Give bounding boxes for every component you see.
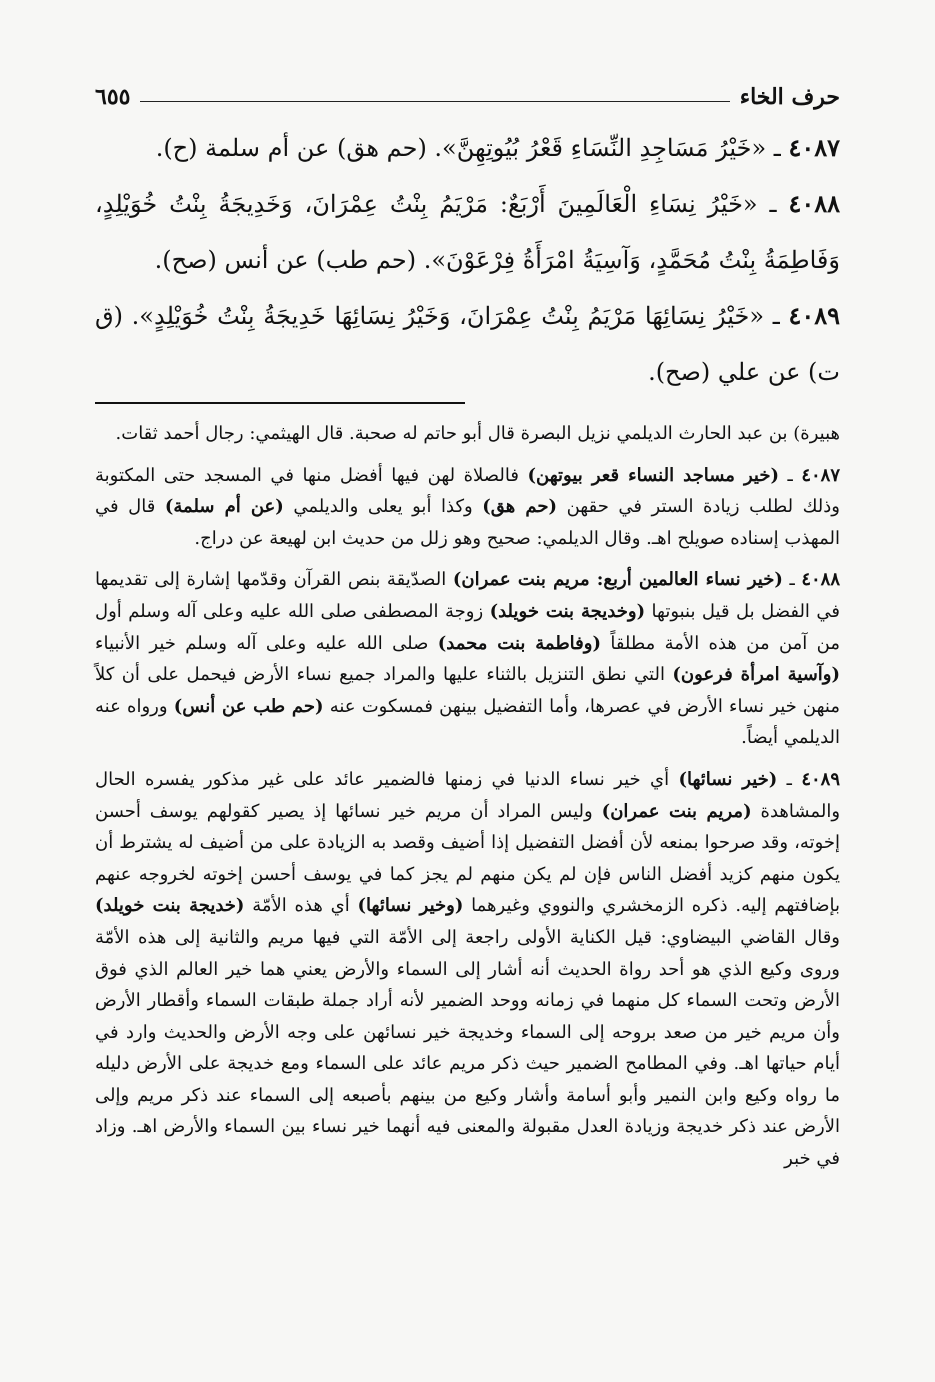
quoted-phrase: (مريم بنت عمران) [601,800,752,822]
hadith-4087: ٤٠٨٧ ـ «خَيْرُ مَسَاجِدِ النِّسَاءِ قَعْرُ بُيُوتِهِنَّ». (حم هق) عن أم سلمة (ح). [155,133,840,162]
note-4087: ٤٠٨٧ ـ (خير مساجد النساء قعر بيوتهن) فالصلاة لهن فيها أفضل منها في المسجد حتى المكتوبة وذلك لطلب زيادة الستر في حقهن (حم هق) وكذا أبو يعلى والديلمي (عن أم سلمة) قال في المهذب إسناده صويلح اهـ. وقال الديلمي: صحيح وهو زلل من حديث ابن لهيعة عن دراج. [95,464,840,549]
note-text: التي نطق التنزيل بالثناء عليها والمراد جميع نساء الأرض فيحمل على أن كلاً منهن خير نساء الأرض في عصرها، وأما التفضيل بينهن فمسكوت عنه [95,664,841,717]
note-number: ٤٠٨٨ [801,569,840,591]
quoted-phrase: (خير نساء العالمين أربع: مريم بنت عمران) [452,569,783,591]
quoted-phrase: (خير مساجد النساء قعر بيوتهن) [527,464,779,486]
note-4089: ٤٠٨٩ ـ (خير نسائها) أي خير نساء الدنيا في زمنها فالضمير عائد على غير مذكور يفسره الحال والمشاهدة (مريم بنت عمران) وليس المراد أن مريم خير نسائها إذ يصير كقولهم يوسف أحسن إخوته، وقد صرحوا بمنعه لأن أفضل التفضيل إذا أضيف وقصد به الزيادة على من أضيف له يشترط أن يكون منهم كزيد أفضل الناس فإن لم يكن منهم لم يجز كما في يوسف أحسن إخوته لخروجه عنهم بإضافتهم إليه. ذكره الزمخشري والنووي وغيرهما (وخير نسائها) أي هذه الأمّة (خديجة بنت خويلد) وقال القاضي البيضاوي: قيل الكناية الأولى راجعة إلى الأمّة التي فيها مريم والثانية إلى هذه الأمّة وروى وكيع الذي هو أحد رواة الحديث أنه أشار إلى السماء والأرض يعني هما خير العالم الذي فوق الأرض وتحت السماء كل منهما في زمانه ووحد الضمير لأنه أراد جملة طبقات السماء وأقطار الأرض وأن مريم خير من صعد بروحه إلى السماء وخديجة خير نسائهن على وجه الأرض والحديث وارد في أيام حياتها اهـ. وفي المطامح الضمير حيث ذكر مريم عائد على السماء ومع خديجة على الأرض دليله ما رواه وكيع وابن النمير وأبو أسامة وأشار وكيع من بينهم بأصبعه إلى السماء عند ذكر مريم وإلى الأرض عند ذكر خديجة وزيادة العدل مقبولة والمعنى فيه أنهما خير نساء بين السماء والأرض اهـ. وزاد في خبر [95,768,841,1170]
page-number: ٦٥٥ [95,84,131,110]
note-text: وقال القاضي البيضاوي: قيل الكناية الأولى راجعة إلى الأمّة التي فيها مريم والثانية إلى هذه الأمّة وروى وكيع الذي هو أحد رواة الحديث أنه أشار إلى السماء والأرض يعني هما خير العالم الذي فوق الأرض وتحت السماء كل منهما في زمانه ووحد الضمير لأنه أراد جملة طبقات السماء وأقطار الأرض وأن مريم خير من صعد بروحه إلى السماء وخديجة خير نسائهن على وجه الأرض والحديث وارد في أيام حياتها اهـ. وفي المطامح الضمير حيث ذكر مريم عائد على السماء ومع خديجة على الأرض دليله ما رواه وكيع وابن النمير وأبو أسامة وأشار وكيع من بينهم بأصبعه إلى السماء عند ذكر مريم وإلى الأرض عند ذكر خديجة وزيادة العدل مقبولة والمعنى فيه أنهما خير نساء بين السماء والأرض اهـ. وزاد في خبر [95,926,840,1170]
section-title: حرف الخاء [739,84,840,110]
quoted-phrase: (وخديجة بنت خويلد) [489,600,646,622]
quoted-phrase: (وخير نسائها) [357,895,464,917]
header-rule [140,101,729,102]
note-text: الصدّيقة بنص القرآن وقدّمها إشارة إلى تقديمها في الفضل بل قيل بنبوتها [95,569,840,622]
quoted-phrase: (وآسية امرأة فرعون) [672,664,840,686]
hadith-text: «خَيْرُ نِسَائِهَا مَرْيَمُ بِنْتُ عِمْرَانَ، وَخَيْرُ نِسَائِهَا خَدِيجَةُ بِنْتُ خُوَيْلِدٍ». (ق ت) عن علي (صح). [95,302,840,386]
note-text: وليس المراد أن مريم خير نسائها إذ يصير كقولهم يوسف أحسن إخوته، وقد صرحوا بمنعه لأن أفضل التفضيل إذا أضيف وقصد به الزيادة على من أضيف له يشترط أن يكون منهم كزيد أفضل الناس فإن لم يكن منهم لم يجز كما في يوسف أحسن إخوته لخروجه عنهم بإضافتهم إليه. ذكره الزمخشري والنووي وغيرهما [95,800,841,917]
note-text: قال في المهذب إسناده صويلح اهـ. وقال الديلمي: صحيح وهو زلل من حديث ابن لهيعة عن دراج. [95,496,840,549]
hadith-text: «خَيْرُ مَسَاجِدِ النِّسَاءِ قَعْرُ بُيُوتِهِنَّ». (حم هق) عن أم سلمة (ح). [155,134,767,162]
hadith-4089: ٤٠٨٩ ـ «خَيْرُ نِسَائِهَا مَرْيَمُ بِنْتُ عِمْرَانَ، وَخَيْرُ نِسَائِهَا خَدِيجَةُ بِنْتُ خُوَيْلِدٍ». (ق ت) عن علي (صح). [95,301,840,386]
note-number: ٤٠٨٧ [801,464,840,486]
source-code: (عن أم سلمة) [164,496,284,518]
hadith-text: «خَيْرُ نِسَاءِ الْعَالَمِينَ أَرْبَعٌ: مَرْيَمُ بِنْتُ عِمْرَانَ، وَخَدِيجَةُ بِنْتُ خُوَيْلِدٍ، وَفَاطِمَةُ بِنْتُ مُحَمَّدٍ، وَآسِيَةُ امْرَأَةُ فِرْعَوْنَ». (حم طب) عن أنس (صح). [95,190,840,274]
quoted-phrase: (خير نسائها) [678,768,778,790]
note-number: ٤٠٨٩ [801,768,840,790]
hadith-number: ٤٠٨٨ [788,189,840,218]
note-continuation [95,418,840,450]
hadith-number: ٤٠٨٧ [788,133,840,162]
source-code: (حم طب عن أنس) [173,695,324,717]
note-text: أي هذه الأمّة [252,895,350,917]
footnote-separator [95,402,465,404]
hadith-block [95,120,840,400]
quoted-phrase: (وفاطمة بنت محمد) [437,632,601,654]
note-text: وكذا أبو يعلى والديلمي [293,496,473,518]
continuation-text: هبيرة) بن عبد الحارث الديلمي نزيل البصرة قال أبو حاتم له صحبة. قال الهيثمي: رجال أحمد ثقات. [115,423,840,444]
quoted-phrase: (خديجة بنت خويلد) [95,895,245,917]
commentary [95,418,840,1185]
note-4088: ٤٠٨٨ ـ (خير نساء العالمين أربع: مريم بنت عمران) الصدّيقة بنص القرآن وقدّمها إشارة إلى تقديمها في الفضل بل قيل بنبوتها (وخديجة بنت خويلد) زوجة المصطفى صلى الله عليه وعلى آله وسلم أول من آمن من هذه الأمة مطلقاً (وفاطمة بنت محمد) صلى الله عليه وعلى آله وسلم خير الأنبياء (وآسية امرأة فرعون) التي نطق التنزيل بالثناء عليها والمراد جميع نساء الأرض فيحمل على أن كلاً منهن خير نساء الأرض في عصرها، وأما التفضيل بينهن فمسكوت عنه (حم طب عن أنس) ورواه عنه الديلمي أيضاً. [95,569,841,749]
page-header [95,70,840,110]
note-text: أي خير نساء الدنيا في زمنها فالضمير عائد على غير مذكور يفسره الحال والمشاهدة [95,768,841,822]
note-text: صلى الله عليه وعلى آله وسلم خير الأنبياء [95,632,429,654]
source-code: (حم هق) [482,496,558,518]
hadith-number: ٤٠٨٩ [788,301,840,330]
hadith-4088: ٤٠٨٨ ـ «خَيْرُ نِسَاءِ الْعَالَمِينَ أَرْبَعٌ: مَرْيَمُ بِنْتُ عِمْرَانَ، وَخَدِيجَةُ بِنْتُ خُوَيْلِدٍ، وَفَاطِمَةُ بِنْتُ مُحَمَّدٍ، وَآسِيَةُ امْرَأَةُ فِرْعَوْنَ». (حم طب) عن أنس (صح). [95,189,840,274]
note-text: ورواه عنه الديلمي أيضاً. [95,695,840,749]
note-text: فالصلاة لهن فيها أفضل منها في المسجد حتى المكتوبة وذلك لطلب زيادة الستر في حقهن [95,464,840,518]
note-text: زوجة المصطفى صلى الله عليه وعلى آله وسلم أول من آمن من هذه الأمة مطلقاً [95,600,840,654]
